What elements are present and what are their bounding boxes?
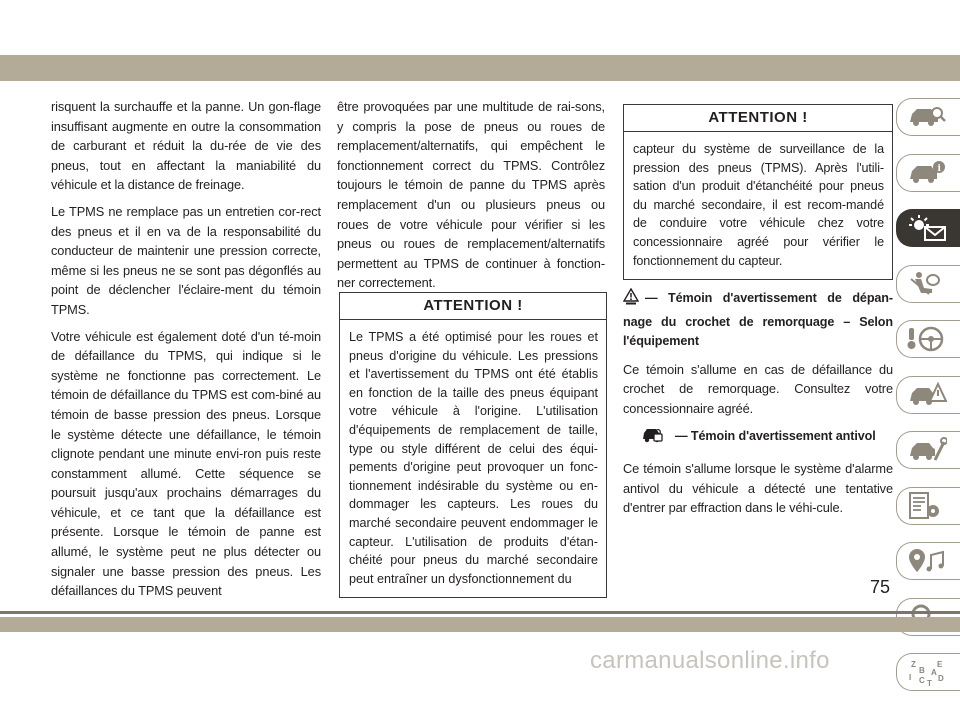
index-letter: B: [919, 666, 925, 675]
index-letter: C: [919, 676, 925, 685]
tab-safety[interactable]: [896, 265, 960, 303]
footer-rule: [0, 611, 960, 614]
airbag-seat-icon: [907, 270, 947, 298]
column-3: [623, 104, 893, 518]
index-letter: I: [909, 673, 912, 682]
attention-body: Le TPMS a été optimisé pour les roues et pneus d'origine du véhicule. Les pressions et l'avertissement du TPMS ont été établis en fonction de la taille des pneus équipant votre véhicule à l'origine. L'utilisation d'équipements de remplacement de taille, type ou style différent de celui des équi-pements d'origine peut provoquer un fonc-tionnement indésirable du système ou en-dommager les capteurs. Les roues du marché secondaire peuvent endommager le capteur. L'utilisation de produits d'étan-chéité pour pneus du marché secondaire peut entraîner un dysfonctionnement du: [349, 330, 598, 586]
tow-hook-warning-title: — Témoin d'avertissement de dépan-nage du crochet de remorquage – Selon l'équipement: [623, 291, 893, 349]
tab-driving[interactable]: [896, 320, 960, 358]
paragraph: risquent la surchauffe et la panne. Un gon-flage insuffisant augmente en outre la consommation de carburant et réduit la du-rée de vie des pneus, tout en affectant la maniabilité du véhicule et la distance de freinage.: [51, 99, 321, 193]
attention-box-tpms: [339, 292, 607, 598]
tab-specs[interactable]: [896, 487, 960, 525]
steering-wheel-icon: [907, 325, 947, 353]
car-warning-triangle-icon: [907, 381, 947, 409]
index-letters-icon: [907, 658, 947, 688]
paragraph: Votre véhicule est également doté d'un té-moin de défaillance du TPMS, qui indique si le système ne fonctionne pas correctement. Le témoin de défaillance du TPMS est com-biné au témoin de basse pression des pneus. Lorsque le système détecte une défaillance, le témoin clignote pendant une minute envi-ron puis reste constamment allumé. Cette séquence se poursuit jusqu'aux prochains démarrages du véhicule, et ce tant que la défaillance est présente. Lorsque le témoin de panne est allumé, le système peut ne plus détecter ou signaler une basse pression des pneus. Les défaillances du TPMS peuvent: [51, 328, 321, 599]
antitheft-car-lock-icon: [641, 426, 665, 451]
watermark: carmanualsonline.info: [590, 647, 830, 674]
paragraph: Le TPMS ne remplace pas un entretien cor-rect des pneus et il en va de la responsabilité du conducteur de maintenir une pression correcte, même si les pneus ne se sont pas dégonflés au point de déclencher l'éclaire-ment du témoin TPMS.: [51, 203, 321, 317]
page-number: 75: [870, 577, 891, 597]
car-wrench-icon: [907, 436, 947, 464]
car-magnifier-icon: [907, 103, 947, 131]
tab-car-info[interactable]: [896, 154, 960, 192]
index-letter: T: [927, 679, 932, 688]
attention-box-sensor: [623, 104, 893, 280]
tow-hook-warning-icon: [623, 288, 639, 313]
paragraph: être provoquées par une multitude de rai-sons, y compris la pose de pneus ou roues de remplacement/alternatifs, qui empêchent le fonctionnement correct du TPMS. Contrôlez toujours le témoin de panne du TPMS après remplacement d'un ou plusieurs pneus ou roues de votre véhicule pour vérifier si les pneus ou roues de remplacement/alternatifs permettent au TPMS de continuer à fonction-ner correctement.: [337, 99, 605, 291]
column-1: [51, 97, 321, 608]
tab-emergency[interactable]: [896, 376, 960, 414]
tab-car-magnifier[interactable]: [896, 98, 960, 136]
tab-warning-lights[interactable]: [896, 209, 960, 247]
antitheft-warning-title: — Témoin d'avertissement antivol: [675, 429, 876, 444]
index-letter: Z: [911, 660, 916, 669]
car-info-icon: [907, 159, 947, 187]
tow-hook-warning-heading: [623, 288, 893, 352]
attention-body: capteur du système de surveillance de la pression des pneus (TPMS). Après l'utili-sation d'un produit d'étanchéité pour pneus du marché secondaire, il est recom-mandé de conduire votre véhicule chez votre concessionnaire agréé pour vérifier le fonctionnement du capteur.: [633, 142, 884, 268]
paragraph: Ce témoin s'allume en cas de défaillance du crochet de remorquage. Consultez votre concessionnaire agréé.: [623, 361, 893, 416]
footer-band: [0, 617, 960, 632]
paragraph: Ce témoin s'allume lorsque le système d'alarme antivol du véhicule a détecté une tentative d'entrer par effraction dans le véhi-cule.: [623, 460, 893, 516]
document-gear-icon: [907, 492, 947, 520]
column-2: [337, 97, 605, 300]
tab-multimedia[interactable]: [896, 542, 960, 580]
index-letter: E: [937, 660, 943, 669]
attention-title: ATTENTION !: [340, 293, 606, 320]
index-letter: D: [938, 674, 944, 683]
index-letter: A: [931, 668, 937, 677]
header-band: [0, 55, 960, 81]
warning-light-envelope-icon: [907, 214, 947, 242]
music-location-icon: [907, 547, 947, 575]
antitheft-warning-heading: [623, 426, 893, 451]
attention-title: ATTENTION !: [624, 105, 892, 132]
tab-maintenance[interactable]: [896, 431, 960, 469]
svg-text:i: i: [937, 163, 941, 174]
tab-index[interactable]: [896, 653, 960, 691]
